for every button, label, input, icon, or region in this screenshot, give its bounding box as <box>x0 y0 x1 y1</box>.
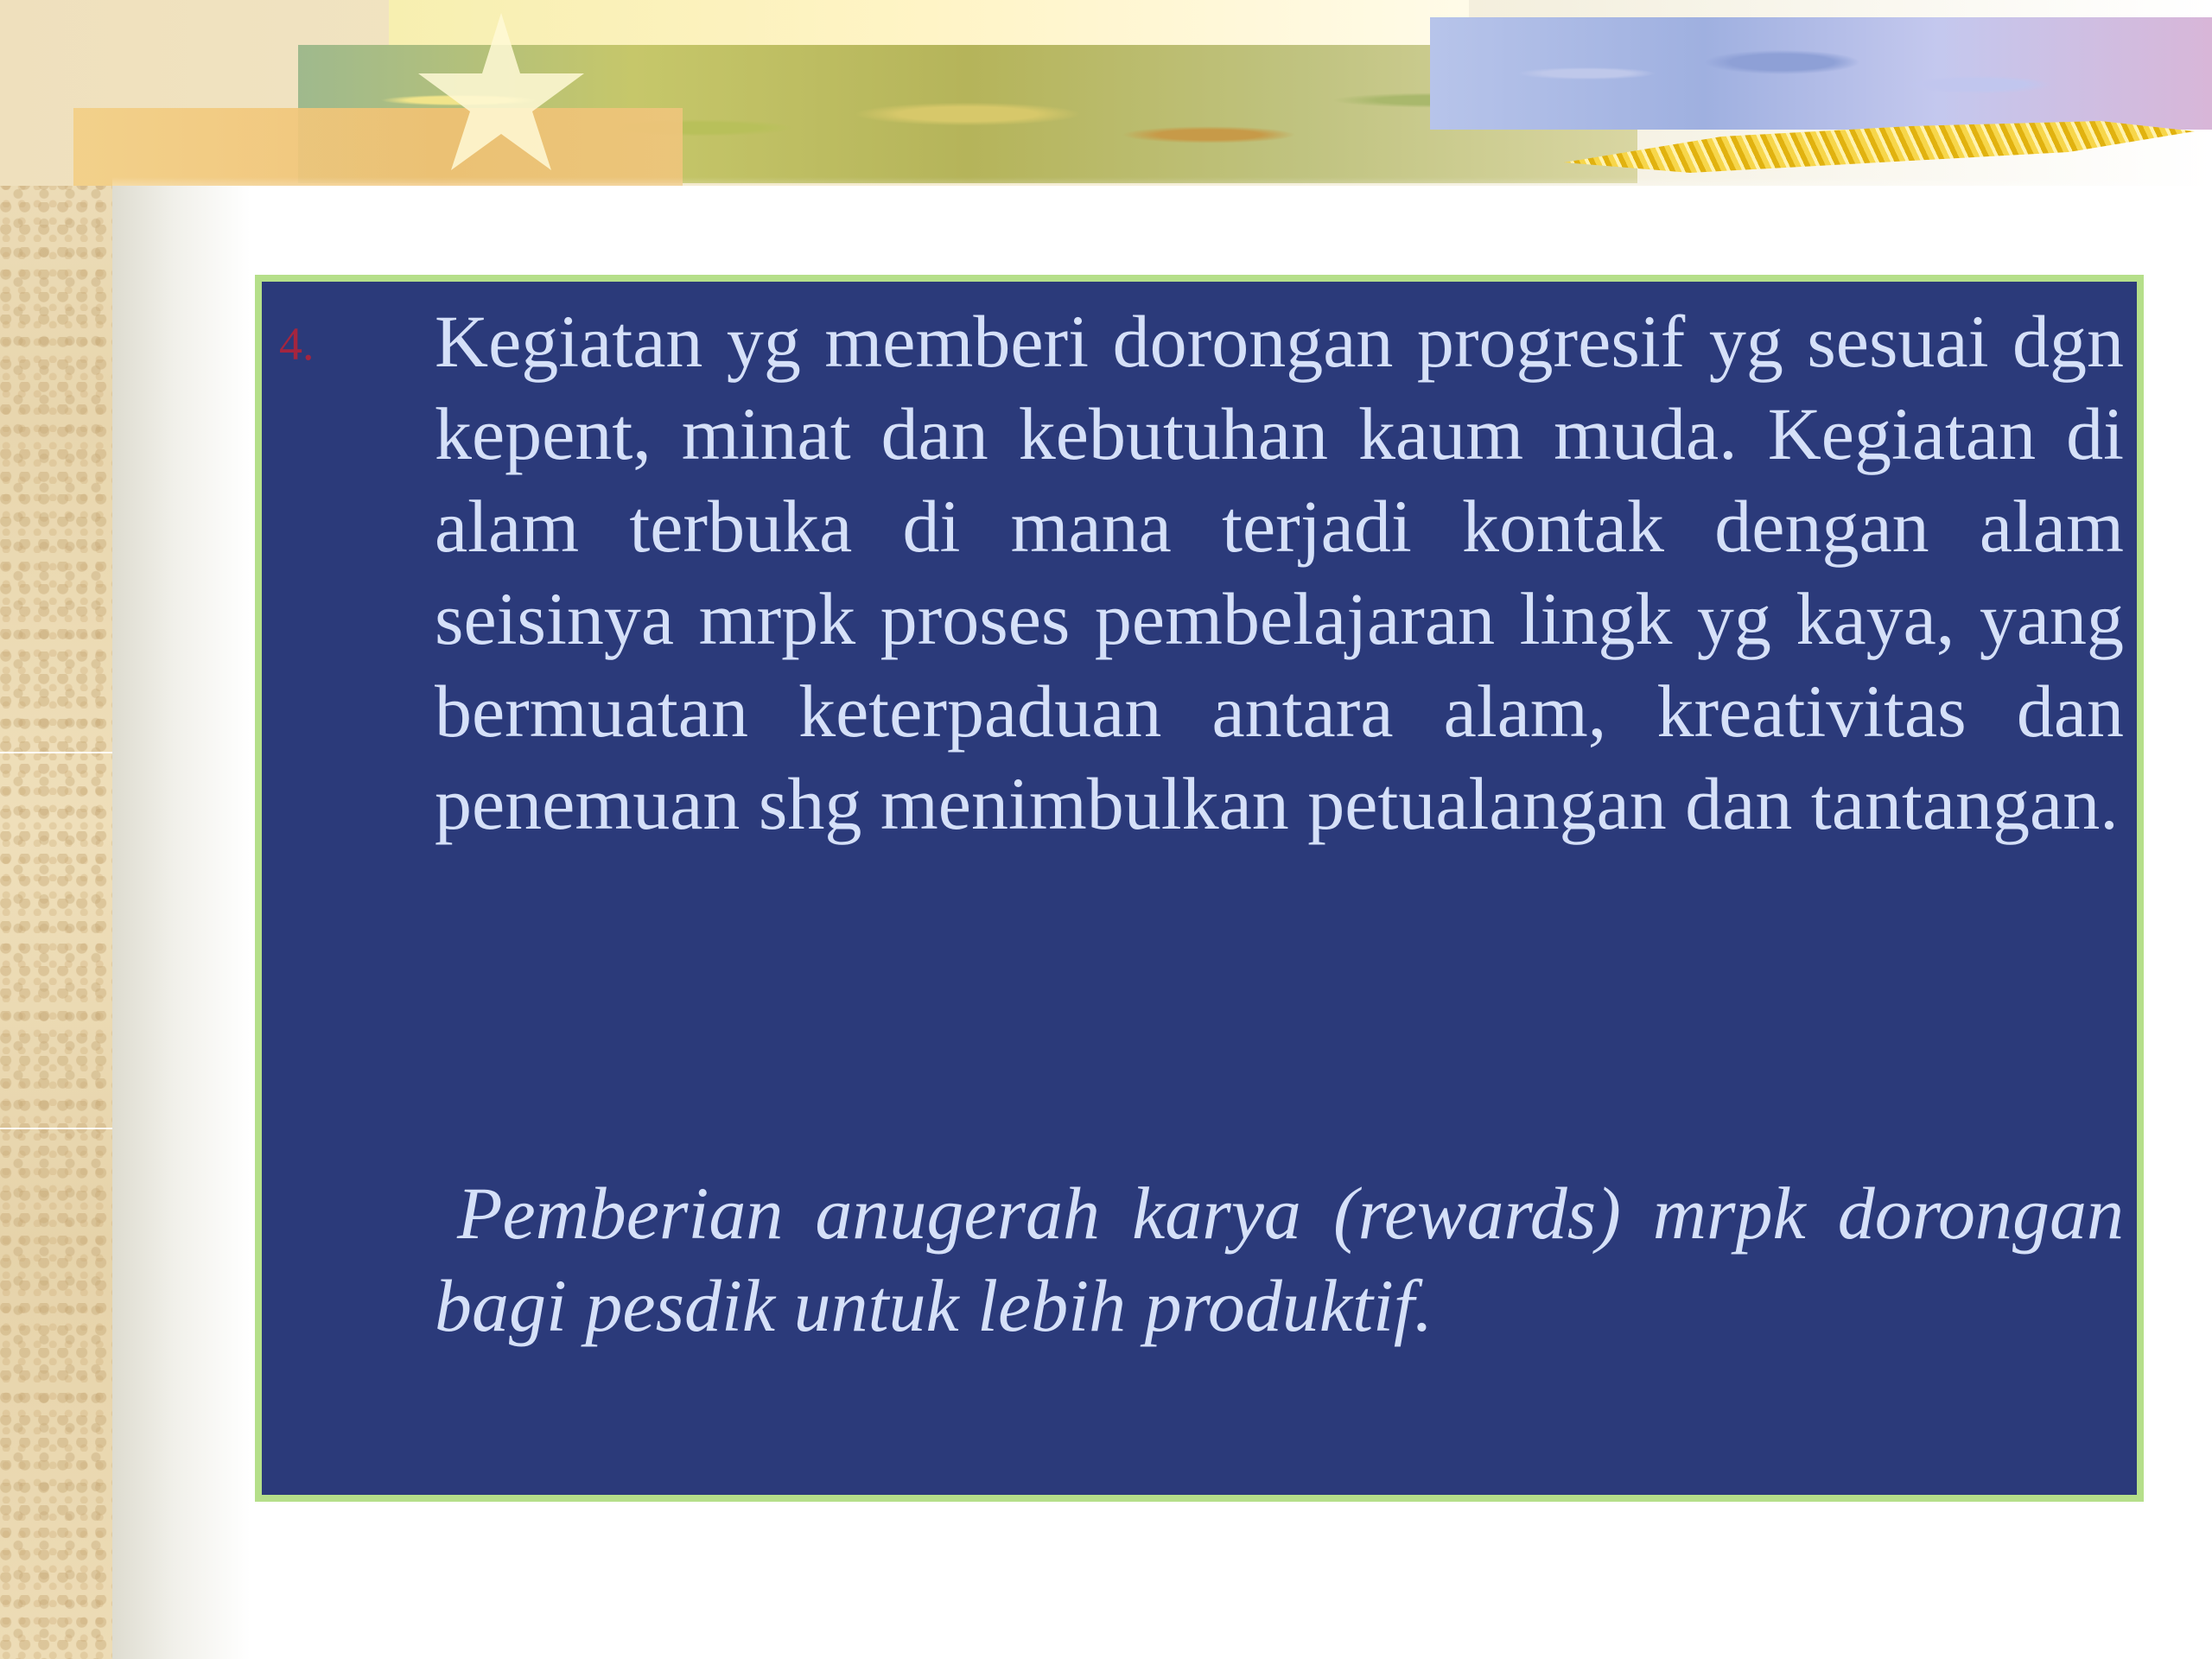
decorative-banner <box>0 0 2212 186</box>
strip-seam <box>0 752 112 753</box>
decorative-shade <box>112 186 251 1659</box>
decorative-parchment-strip <box>0 0 112 1659</box>
main-paragraph: Kegiatan yg memberi dorongan progresif yg sesuai dgn kepent, minat dan kebutuhan kaum muda. Kegiatan di alam terbuka di mana terjadi kontak dengan alam seisinya mrpk proses pembelajaran lingk yg kaya, yang bermuatan keterpaduan antara alam, kreativitas dan penemuan shg menimbulkan petualangan dan tantangan. <box>435 300 2124 845</box>
list-number: 4. <box>279 318 315 370</box>
content-panel <box>255 275 2144 1502</box>
strip-seam <box>0 1128 112 1129</box>
flowers-image <box>1430 17 2212 130</box>
rewards-note: Pemberian anugerah karya (rewards) mrpk dorongan bagi pesdik untuk lebih produktif. <box>435 1172 2124 1347</box>
